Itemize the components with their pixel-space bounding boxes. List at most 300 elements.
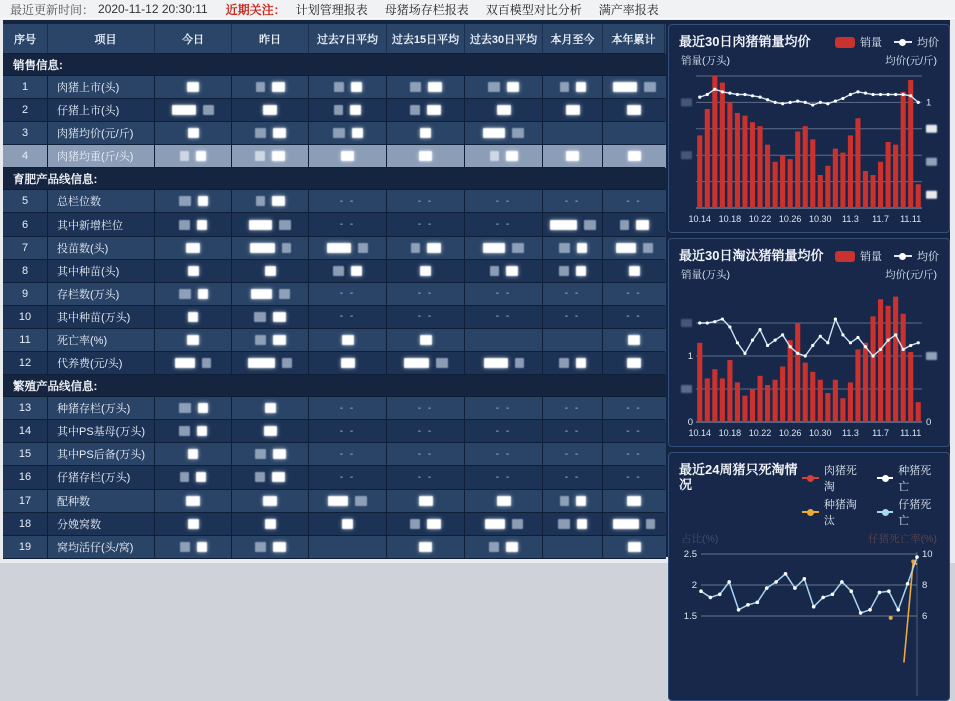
redacted-value (550, 220, 577, 230)
y-axis-left-label: 销量(万头) (681, 269, 730, 281)
column-header: 昨日 (232, 24, 309, 54)
y-axis-right-label: 均价(元/斤) (885, 55, 937, 67)
redacted-value (584, 220, 596, 230)
data-cell (155, 213, 232, 236)
data-cell (232, 260, 309, 283)
row-number: 10 (3, 306, 48, 329)
item-name: 分娩窝数 (48, 513, 155, 536)
no-data-dash: - - (564, 448, 581, 460)
data-cell (155, 397, 232, 420)
table-row[interactable] (3, 420, 666, 443)
recent-focus-label: 近期关注： (225, 2, 286, 17)
chart-title-death-cull: 最近24周猪只死淘情况 (679, 462, 798, 492)
data-cell (232, 490, 309, 513)
svg-text:11.3: 11.3 (842, 428, 859, 438)
svg-text:11.11: 11.11 (900, 214, 922, 224)
redacted-value (643, 243, 653, 253)
line-swatch-icon (894, 255, 912, 257)
svg-text:11.3: 11.3 (842, 214, 859, 224)
row-number: 8 (3, 260, 48, 283)
redacted-value (263, 105, 277, 115)
svg-text:0: 0 (687, 417, 693, 428)
no-data-dash: - - (564, 311, 581, 323)
line-swatch-icon (894, 41, 912, 43)
no-data-dash: - - (626, 288, 642, 300)
data-cell (309, 122, 387, 145)
redacted-value (566, 151, 579, 161)
svg-text:8: 8 (922, 580, 928, 591)
legend-label: 仔猪死亡 (898, 499, 932, 527)
data-cell (155, 466, 232, 489)
redacted-value (188, 128, 199, 138)
legend-item-sales[interactable] (835, 248, 882, 264)
redacted-value (180, 472, 189, 482)
column-header: 序号 (3, 24, 48, 54)
no-data-dash: - - (495, 425, 512, 437)
redacted-value (410, 519, 420, 529)
redacted-value (273, 542, 286, 552)
data-cell (309, 536, 387, 559)
data-cell (543, 513, 603, 536)
data-cell (465, 122, 543, 145)
legend-item-piglet-death[interactable] (877, 496, 939, 528)
redacted-value (490, 266, 499, 276)
table-row[interactable] (3, 190, 666, 213)
svg-text:10.30: 10.30 (809, 214, 832, 224)
redacted-value (576, 266, 586, 276)
no-data-dash: - - (339, 311, 356, 323)
no-data-dash: - - (495, 448, 512, 460)
redacted-value (512, 519, 523, 529)
legend-item-breeder-cull[interactable] (802, 496, 864, 528)
no-data-dash: - - (626, 195, 642, 207)
data-cell (465, 99, 543, 122)
svg-text:11.11: 11.11 (900, 428, 922, 438)
data-cell (309, 352, 387, 375)
data-cell (543, 145, 603, 168)
item-name: 其中种苗(头) (48, 260, 155, 283)
redacted-value (272, 472, 285, 482)
legend-item-meat-pig-death-cull[interactable] (802, 462, 864, 494)
table-row[interactable] (3, 260, 666, 283)
data-cell (155, 122, 232, 145)
table-row[interactable] (3, 122, 666, 145)
data-cell (309, 420, 387, 443)
data-cell (603, 329, 665, 352)
redacted-value (628, 542, 641, 552)
axis-labels (679, 264, 939, 282)
data-cell (155, 76, 232, 99)
redacted-value (255, 472, 265, 482)
svg-text:1: 1 (687, 351, 693, 362)
redacted-value (616, 243, 636, 253)
data-cell (465, 420, 543, 443)
item-name: 仔猪上市(头) (48, 99, 155, 122)
redacted-value (483, 243, 505, 253)
data-cell (309, 190, 387, 213)
svg-text:6: 6 (922, 611, 928, 622)
table-row[interactable] (3, 352, 666, 375)
data-cell (155, 283, 232, 306)
data-cell (387, 122, 465, 145)
redacted-value (576, 82, 586, 92)
data-cell (309, 99, 387, 122)
data-cell (155, 329, 232, 352)
data-cell (603, 237, 665, 260)
redacted-value (427, 519, 441, 529)
table-row[interactable] (3, 145, 666, 168)
line-swatch-icon (877, 477, 894, 479)
data-cell (232, 352, 309, 375)
data-cell (387, 213, 465, 236)
data-cell (603, 190, 665, 213)
data-cell (465, 213, 543, 236)
redacted-value (250, 243, 275, 253)
row-number: 16 (3, 466, 48, 489)
redacted-value (627, 105, 641, 115)
svg-text:2: 2 (691, 580, 697, 591)
update-time-label: 最近更新时间： (10, 2, 95, 17)
row-number: 13 (3, 397, 48, 420)
legend-item-avg-price[interactable] (894, 34, 939, 50)
redacted-value (636, 220, 649, 230)
table-row[interactable] (3, 306, 666, 329)
data-cell (232, 122, 309, 145)
redacted-value (490, 151, 499, 161)
table-row[interactable] (3, 397, 666, 420)
legend-label: 均价 (917, 37, 939, 49)
table-row[interactable] (3, 443, 666, 466)
redacted-value (255, 128, 266, 138)
svg-text:1.5: 1.5 (683, 611, 697, 622)
data-cell (309, 466, 387, 489)
redacted-value (188, 266, 199, 276)
redacted-value (559, 266, 569, 276)
item-name: 投苗数(头) (48, 237, 155, 260)
link-sow-farm-stock-report[interactable]: 母猪场存栏报表 (384, 2, 469, 17)
redacted-value (628, 335, 640, 345)
table-row[interactable] (3, 513, 666, 536)
data-cell (387, 306, 465, 329)
redacted-value (255, 335, 266, 345)
redacted-value (188, 312, 198, 322)
no-data-dash: - - (339, 219, 356, 231)
data-cell (603, 260, 665, 283)
data-cell (232, 536, 309, 559)
redacted-value (197, 426, 207, 436)
column-header: 今日 (155, 24, 232, 54)
legend-label: 种猪死亡 (898, 465, 932, 493)
data-cell (465, 190, 543, 213)
data-cell (543, 99, 603, 122)
redacted-value (334, 82, 344, 92)
item-name: 窝均活仔(头/窝) (48, 536, 155, 559)
data-cell (465, 397, 543, 420)
svg-text:10.30: 10.30 (809, 428, 832, 438)
table-row[interactable] (3, 237, 666, 260)
legend-label: 种猪淘汰 (823, 499, 857, 527)
legend-label: 销量 (860, 37, 882, 49)
no-data-dash: - - (339, 425, 356, 437)
redacted-value (613, 82, 637, 92)
data-cell (465, 329, 543, 352)
no-data-dash: - - (495, 311, 512, 323)
redacted-value (188, 519, 199, 529)
redacted-value (186, 496, 200, 506)
redacted-value (187, 335, 199, 345)
redacted-value (279, 289, 290, 299)
redacted-value (620, 220, 629, 230)
redacted-value (264, 426, 277, 436)
redacted-value (507, 82, 519, 92)
no-data-dash: - - (626, 471, 642, 483)
redacted-value (272, 151, 285, 161)
link-plan-report[interactable]: 计划管理报表 (295, 2, 368, 17)
redacted-value (273, 335, 286, 345)
no-data-dash: - - (626, 448, 642, 460)
pig-sales-bar-chart[interactable] (679, 68, 939, 226)
table-row[interactable] (3, 466, 666, 489)
legend-item-avg-price[interactable] (894, 248, 939, 264)
data-cell (155, 352, 232, 375)
redacted-value (355, 496, 367, 506)
redacted-value (273, 312, 286, 322)
no-data-dash: - - (626, 402, 642, 414)
redacted-value (272, 82, 285, 92)
data-cell (309, 513, 387, 536)
no-data-dash: - - (495, 195, 512, 207)
chart-title-cull-sales: 最近30日淘汰猪销量均价 (679, 248, 824, 263)
redacted-value (341, 358, 355, 368)
redacted-value (577, 243, 587, 253)
data-cell (387, 237, 465, 260)
redacted-value (419, 496, 433, 506)
data-cell (543, 122, 603, 145)
redacted-value (187, 82, 199, 92)
no-data-dash: - - (495, 219, 512, 231)
no-data-dash: - - (339, 471, 356, 483)
line-swatch-icon (802, 511, 819, 513)
data-cell (387, 490, 465, 513)
link-double-hundred-model-compare[interactable]: 双百模型对比分析 (485, 2, 582, 17)
data-cell (465, 76, 543, 99)
data-cell (155, 536, 232, 559)
data-cell (543, 260, 603, 283)
data-cell (465, 283, 543, 306)
svg-text:10.26: 10.26 (778, 214, 802, 224)
item-name: 代养费(元/头) (48, 352, 155, 375)
redacted-value (506, 151, 518, 161)
row-number: 12 (3, 352, 48, 375)
table-row[interactable] (3, 213, 666, 236)
redacted-value (497, 105, 511, 115)
redacted-value (428, 82, 442, 92)
no-data-dash: - - (564, 195, 581, 207)
data-cell (155, 237, 232, 260)
data-cell (309, 145, 387, 168)
svg-text:10.18: 10.18 (718, 428, 742, 438)
row-number: 5 (3, 190, 48, 213)
redacted-value (484, 358, 508, 368)
cull-sales-bar-chart[interactable] (679, 282, 939, 440)
redacted-value (256, 196, 265, 206)
no-data-dash: - - (417, 448, 434, 460)
data-cell (603, 536, 665, 559)
data-cell (155, 145, 232, 168)
item-name: 其中PS基母(万头) (48, 420, 155, 443)
redacted-value (427, 243, 441, 253)
redacted-value (358, 243, 368, 253)
legend-item-sales[interactable] (835, 34, 882, 50)
axis-labels (679, 50, 939, 68)
legend-label: 均价 (917, 251, 939, 263)
data-cell (543, 352, 603, 375)
redacted-value (265, 519, 276, 529)
table-row[interactable] (3, 99, 666, 122)
legend-item-breeder-death[interactable] (877, 462, 939, 494)
chart-panel-death-cull (668, 452, 950, 701)
data-cell (543, 466, 603, 489)
table-row[interactable] (3, 329, 666, 352)
redacted-value (279, 220, 291, 230)
redacted-value (172, 105, 196, 115)
redacted-value (179, 403, 191, 413)
data-cell (387, 352, 465, 375)
section-header-row: 繁殖产品线信息: (3, 375, 666, 397)
bar-swatch-icon (835, 37, 855, 48)
row-number: 15 (3, 443, 48, 466)
chart-legend-death-cull (802, 462, 939, 528)
redacted-value (559, 358, 569, 368)
death-cull-line-chart[interactable] (679, 546, 939, 696)
column-header: 项目 (48, 24, 155, 54)
no-data-dash: - - (564, 425, 581, 437)
redacted-value (179, 426, 190, 436)
no-data-dash: - - (339, 402, 356, 414)
item-name: 其中种苗(万头) (48, 306, 155, 329)
row-number: 3 (3, 122, 48, 145)
svg-text:10.22: 10.22 (748, 428, 772, 438)
data-cell (465, 306, 543, 329)
data-cell (309, 329, 387, 352)
data-cell (603, 352, 665, 375)
data-cell (543, 490, 603, 513)
table-row[interactable] (3, 490, 666, 513)
redacted-value (559, 243, 570, 253)
redacted-value (273, 449, 286, 459)
data-cell (465, 466, 543, 489)
redacted-value (272, 196, 285, 206)
data-cell (309, 237, 387, 260)
redacted-value (506, 266, 518, 276)
data-cell (155, 190, 232, 213)
svg-text:11.7: 11.7 (872, 428, 889, 438)
redacted-value (420, 335, 432, 345)
table-row[interactable] (3, 536, 666, 559)
row-number: 7 (3, 237, 48, 260)
no-data-dash: - - (417, 471, 434, 483)
redacted-value (333, 128, 345, 138)
row-number: 17 (3, 490, 48, 513)
data-cell (387, 397, 465, 420)
data-cell (155, 443, 232, 466)
data-cell (387, 513, 465, 536)
redacted-value (186, 243, 200, 253)
data-cell (387, 536, 465, 559)
no-data-dash: - - (417, 402, 434, 414)
redacted-value (265, 403, 276, 413)
redacted-value (560, 82, 569, 92)
chart-panel-cull-sales-price (668, 238, 950, 447)
data-cell (232, 145, 309, 168)
no-data-dash: - - (564, 402, 581, 414)
redacted-value (351, 266, 362, 276)
data-cell (543, 420, 603, 443)
data-cell (232, 213, 309, 236)
redacted-value (282, 358, 292, 368)
data-cell (155, 513, 232, 536)
report-table (3, 24, 666, 557)
redacted-value (203, 105, 214, 115)
redacted-value (180, 151, 189, 161)
table-row[interactable] (3, 283, 666, 306)
charts-column (668, 24, 950, 622)
redacted-value (198, 403, 208, 413)
data-cell (155, 260, 232, 283)
bar-swatch-icon (835, 251, 855, 262)
data-cell (232, 99, 309, 122)
column-header: 过去15日平均 (387, 24, 465, 54)
item-name: 肉猪上市(头) (48, 76, 155, 99)
data-cell (309, 443, 387, 466)
redacted-value (265, 266, 276, 276)
topbar (0, 0, 955, 19)
y-axis-right-label: 仔猪死亡率(%) (868, 533, 937, 545)
data-cell (603, 306, 665, 329)
link-full-capacity-report[interactable]: 满产率报表 (598, 2, 659, 17)
data-cell (465, 352, 543, 375)
chart-legend-pig-sales (835, 34, 939, 50)
data-cell (387, 443, 465, 466)
redacted-value (629, 266, 640, 276)
redacted-value (196, 151, 206, 161)
data-cell (603, 443, 665, 466)
svg-text:10: 10 (922, 549, 933, 560)
redacted-value (420, 128, 431, 138)
data-cell (309, 260, 387, 283)
data-cell (465, 237, 543, 260)
redacted-value (248, 358, 275, 368)
data-cell (543, 536, 603, 559)
table-row[interactable] (3, 76, 666, 99)
row-number: 4 (3, 145, 48, 168)
data-cell (155, 99, 232, 122)
no-data-dash: - - (564, 471, 581, 483)
y-axis-left-label: 占比(%) (681, 533, 719, 545)
data-cell (603, 122, 665, 145)
section-header-row: 销售信息: (3, 54, 666, 76)
data-cell (155, 306, 232, 329)
redacted-value (404, 358, 429, 368)
redacted-value (327, 243, 351, 253)
data-cell (387, 145, 465, 168)
redacted-value (351, 82, 362, 92)
redacted-value (198, 196, 208, 206)
redacted-value (197, 220, 207, 230)
redacted-value (251, 289, 272, 299)
redacted-value (179, 196, 191, 206)
redacted-value (350, 105, 361, 115)
